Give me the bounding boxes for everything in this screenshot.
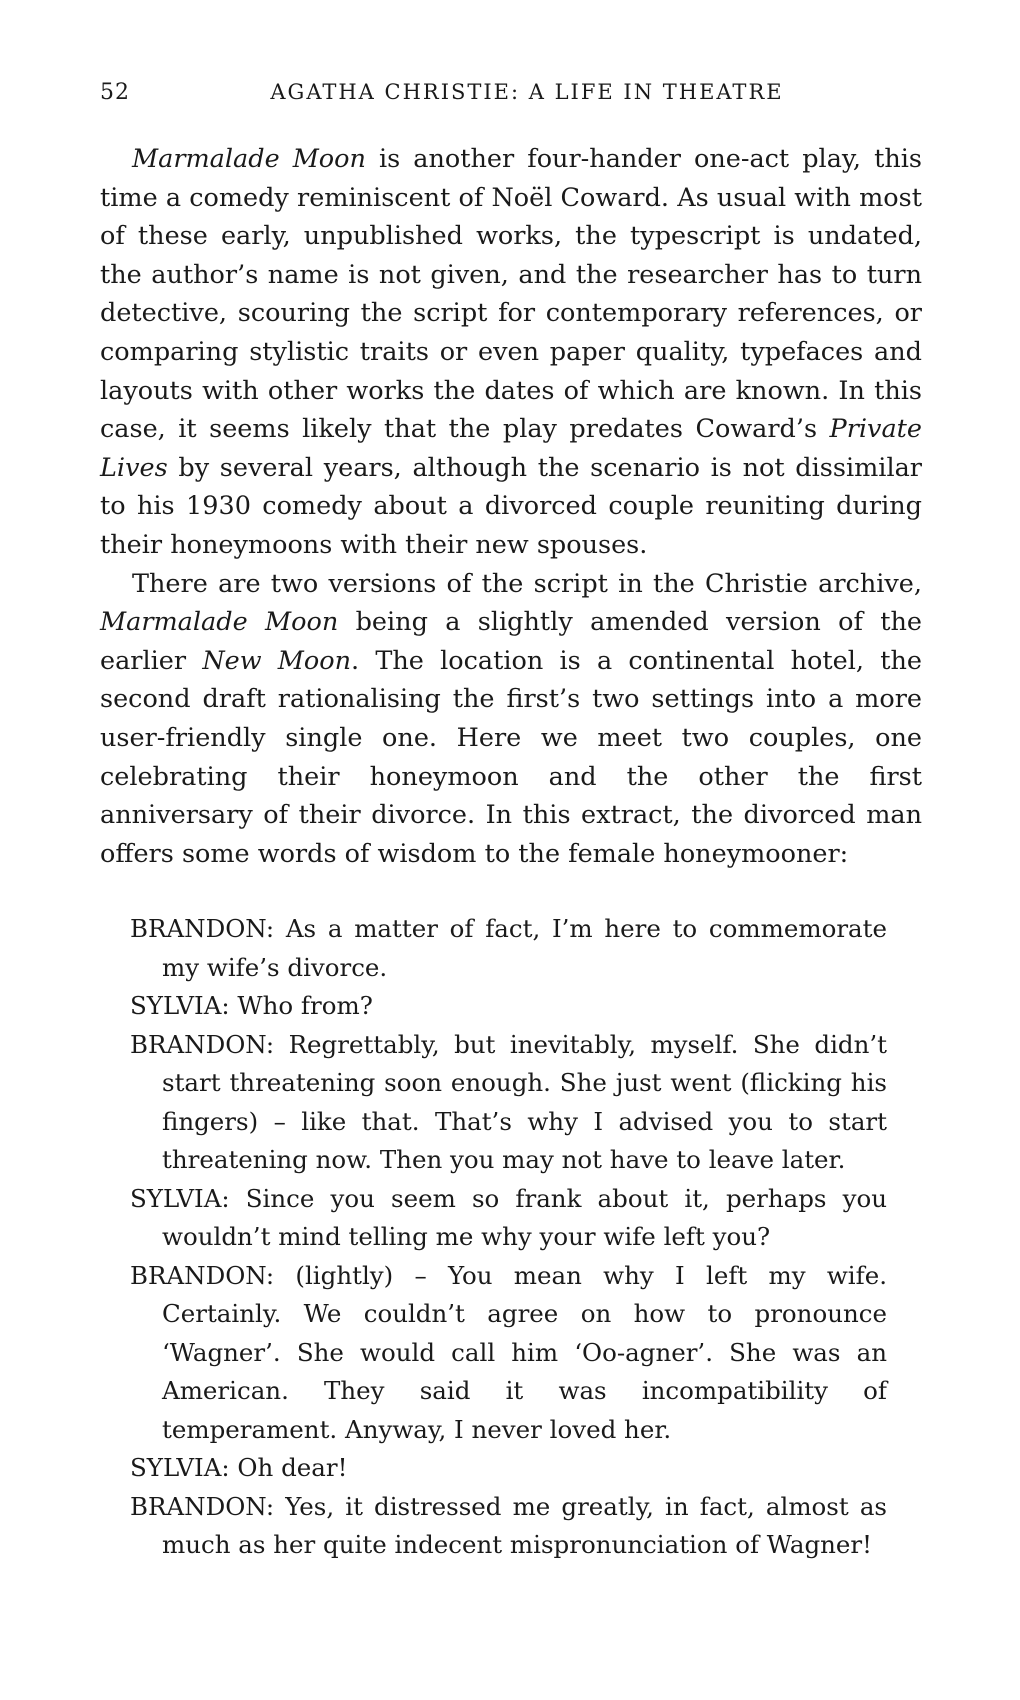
speaker-name: SYLVIA:	[130, 1183, 230, 1213]
dialogue-line: BRANDON: Regrettably, but inevitably, myself. She didn’t start threatening soon enough. She just went (flicking his fingers) – like that. That’s why I advised you to start threatening now. Then you may not have to leave later.	[130, 1029, 887, 1174]
speaker-name: BRANDON:	[130, 1260, 275, 1290]
dialogue-line: BRANDON: (lightly) – You mean why I left my wife. Certainly. We couldn’t agree on how to pronounce ‘Wagner’. She would call him ‘Oo-agner’. She was an American. They said it was incompatibility of temperament. Anyway, I never loved her.	[130, 1260, 887, 1444]
play-title: New Moon	[202, 645, 352, 676]
dialogue-line: BRANDON: As a matter of fact, I’m here to commemorate my wife’s divorce.	[130, 914, 887, 982]
dialogue-line: SYLVIA: Oh dear!	[130, 1453, 348, 1482]
play-title: Marmalade Moon	[100, 607, 339, 638]
play-title: Private Lives	[100, 414, 922, 483]
play-extract	[130, 910, 887, 1565]
running-title: AGATHA CHRISTIE: A LIFE IN THEATRE	[270, 80, 784, 104]
page-header	[100, 80, 922, 114]
play-title: Marmalade Moon	[132, 144, 366, 174]
speaker-name: BRANDON:	[130, 1029, 275, 1059]
page-number: 52	[100, 80, 130, 105]
speaker-name: SYLVIA:	[130, 1453, 230, 1482]
speaker-name: BRANDON:	[130, 1491, 275, 1521]
body-text	[100, 140, 922, 873]
speaker-name: SYLVIA:	[130, 991, 230, 1020]
dialogue-line: SYLVIA: Who from?	[130, 991, 373, 1020]
paragraph-2: There are two versions of the script in the Christie archive, Marmalade Moon being a slightly amended version of the earlier New Moon. The location is a continental hotel, the second draft rationalising the first’s two settings into a more user-friendly single one. Here we meet two couples, one celebrating their honeymoon and the other the first anniversary of their divorce. In this extract, the divorced man offers some words of wisdom to the female honeymooner:	[100, 568, 922, 869]
dialogue-line: BRANDON: Yes, it distressed me greatly, in fact, almost as much as her quite indecent mispronunciation of Wagner!	[130, 1491, 887, 1559]
dialogue-line: SYLVIA: Since you seem so frank about it, perhaps you wouldn’t mind telling me why your wife left you?	[130, 1183, 887, 1251]
speaker-name: BRANDON:	[130, 914, 275, 943]
paragraph-1: Marmalade Moon is another four-hander one-act play, this time a comedy reminiscent of Noël Coward. As usual with most of these early, unpublished works, the typescript is undated, the author’s name is not given, and the researcher has to turn detective, scouring the script for contemporary references, or comparing stylistic traits or even paper quality, typefaces and layouts with other works the dates of which are known. In this case, it seems likely that the play predates Coward’s Private Lives by several years, although the scenario is not dissimilar to his 1930 comedy about a divorced couple reuniting during their honeymoons with their new spouses.	[100, 144, 922, 560]
